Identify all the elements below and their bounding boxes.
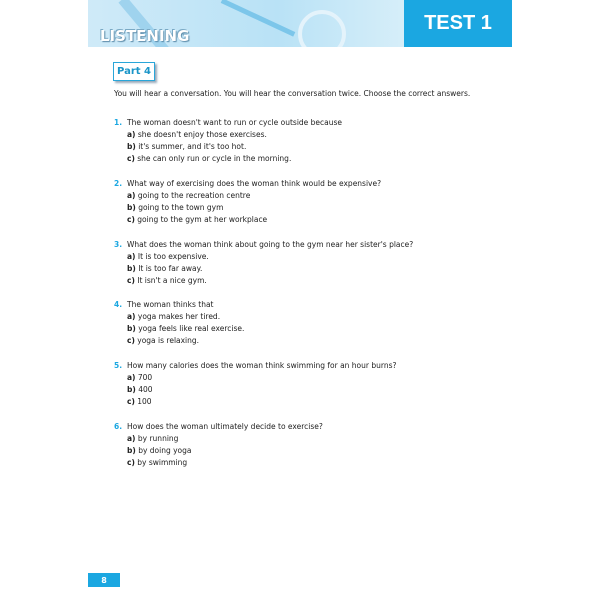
option-text: she doesn't enjoy those exercises. [137,130,267,139]
answer-option[interactable] [114,153,342,165]
letter-decoration [298,10,346,47]
option-letter: a) [127,373,136,382]
question-number: 6. [114,422,123,431]
option-text: It isn't a nice gym. [137,276,207,285]
question [114,239,413,287]
option-letter: a) [127,130,136,139]
option-text: going to the town gym [138,203,224,212]
option-text: by running [137,434,179,443]
option-letter: a) [127,252,136,261]
option-text: by swimming [137,458,188,467]
option-letter: c) [127,154,135,163]
instructions: You will hear a conversation. You will hear the conversation twice. Choose the correct answers. [114,89,471,98]
question-stem [114,239,413,251]
option-letter: c) [127,276,135,285]
question-stem [114,178,381,190]
answer-option[interactable] [114,190,381,202]
question [114,299,244,347]
question-number: 5. [114,361,123,370]
question-number: 1. [114,118,123,127]
question-text: What way of exercising does the woman think would be expensive? [127,179,382,188]
answer-option[interactable] [114,275,413,287]
answer-option[interactable] [114,335,244,347]
option-text: 100 [137,397,152,406]
option-letter: b) [127,203,136,212]
question-text: How many calories does the woman think swimming for an hour burns? [127,361,397,370]
option-text: it's summer, and it's too hot. [138,142,247,151]
answer-option[interactable] [114,311,244,323]
option-letter: c) [127,397,135,406]
option-letter: a) [127,312,136,321]
answer-option[interactable] [114,214,381,226]
option-text: yoga makes her tired. [137,312,221,321]
option-text: yoga is relaxing. [137,336,200,345]
option-letter: b) [127,264,136,273]
answer-option[interactable] [114,141,342,153]
option-text: 400 [138,385,153,394]
question-number: 3. [114,240,123,249]
option-text: yoga feels like real exercise. [138,324,245,333]
page-number: 8 [88,573,120,587]
pen-decoration [221,0,296,37]
option-text: going to the gym at her workplace [137,215,268,224]
answer-option[interactable] [114,323,244,335]
answer-option[interactable] [114,445,323,457]
option-letter: b) [127,324,136,333]
question [114,360,396,408]
option-text: 700 [137,373,153,382]
question [114,421,323,469]
option-text: It is too expensive. [137,252,209,261]
answer-option[interactable] [114,251,413,263]
question-number: 4. [114,300,123,309]
option-letter: c) [127,458,135,467]
question [114,178,381,226]
question [114,117,342,165]
question-text: The woman thinks that [127,300,214,309]
option-letter: a) [127,434,136,443]
question-text: How does the woman ultimately decide to exercise? [127,422,323,431]
answer-option[interactable] [114,372,396,384]
answer-option[interactable] [114,433,323,445]
option-letter: c) [127,336,135,345]
question-stem [114,421,323,433]
option-letter: a) [127,191,136,200]
option-letter: c) [127,215,135,224]
option-text: by doing yoga [138,446,192,455]
answer-option[interactable] [114,202,381,214]
part-label: Part 4 [113,62,155,81]
question-text: The woman doesn't want to run or cycle outside because [127,118,343,127]
answer-option[interactable] [114,457,323,469]
option-text: It is too far away. [138,264,203,273]
question-number: 2. [114,179,123,188]
option-text: she can only run or cycle in the morning. [137,154,292,163]
option-letter: b) [127,142,136,151]
question-stem [114,117,342,129]
question-text: What does the woman think about going to the gym near her sister's place? [127,240,414,249]
section-title: LISTENING [100,27,190,45]
question-stem [114,360,396,372]
option-text: going to the recreation centre [137,191,251,200]
answer-option[interactable] [114,263,413,275]
question-stem [114,299,244,311]
answer-option[interactable] [114,396,396,408]
answer-option[interactable] [114,384,396,396]
answer-option[interactable] [114,129,342,141]
option-letter: b) [127,385,136,394]
test-label: TEST 1 [404,0,512,47]
option-letter: b) [127,446,136,455]
